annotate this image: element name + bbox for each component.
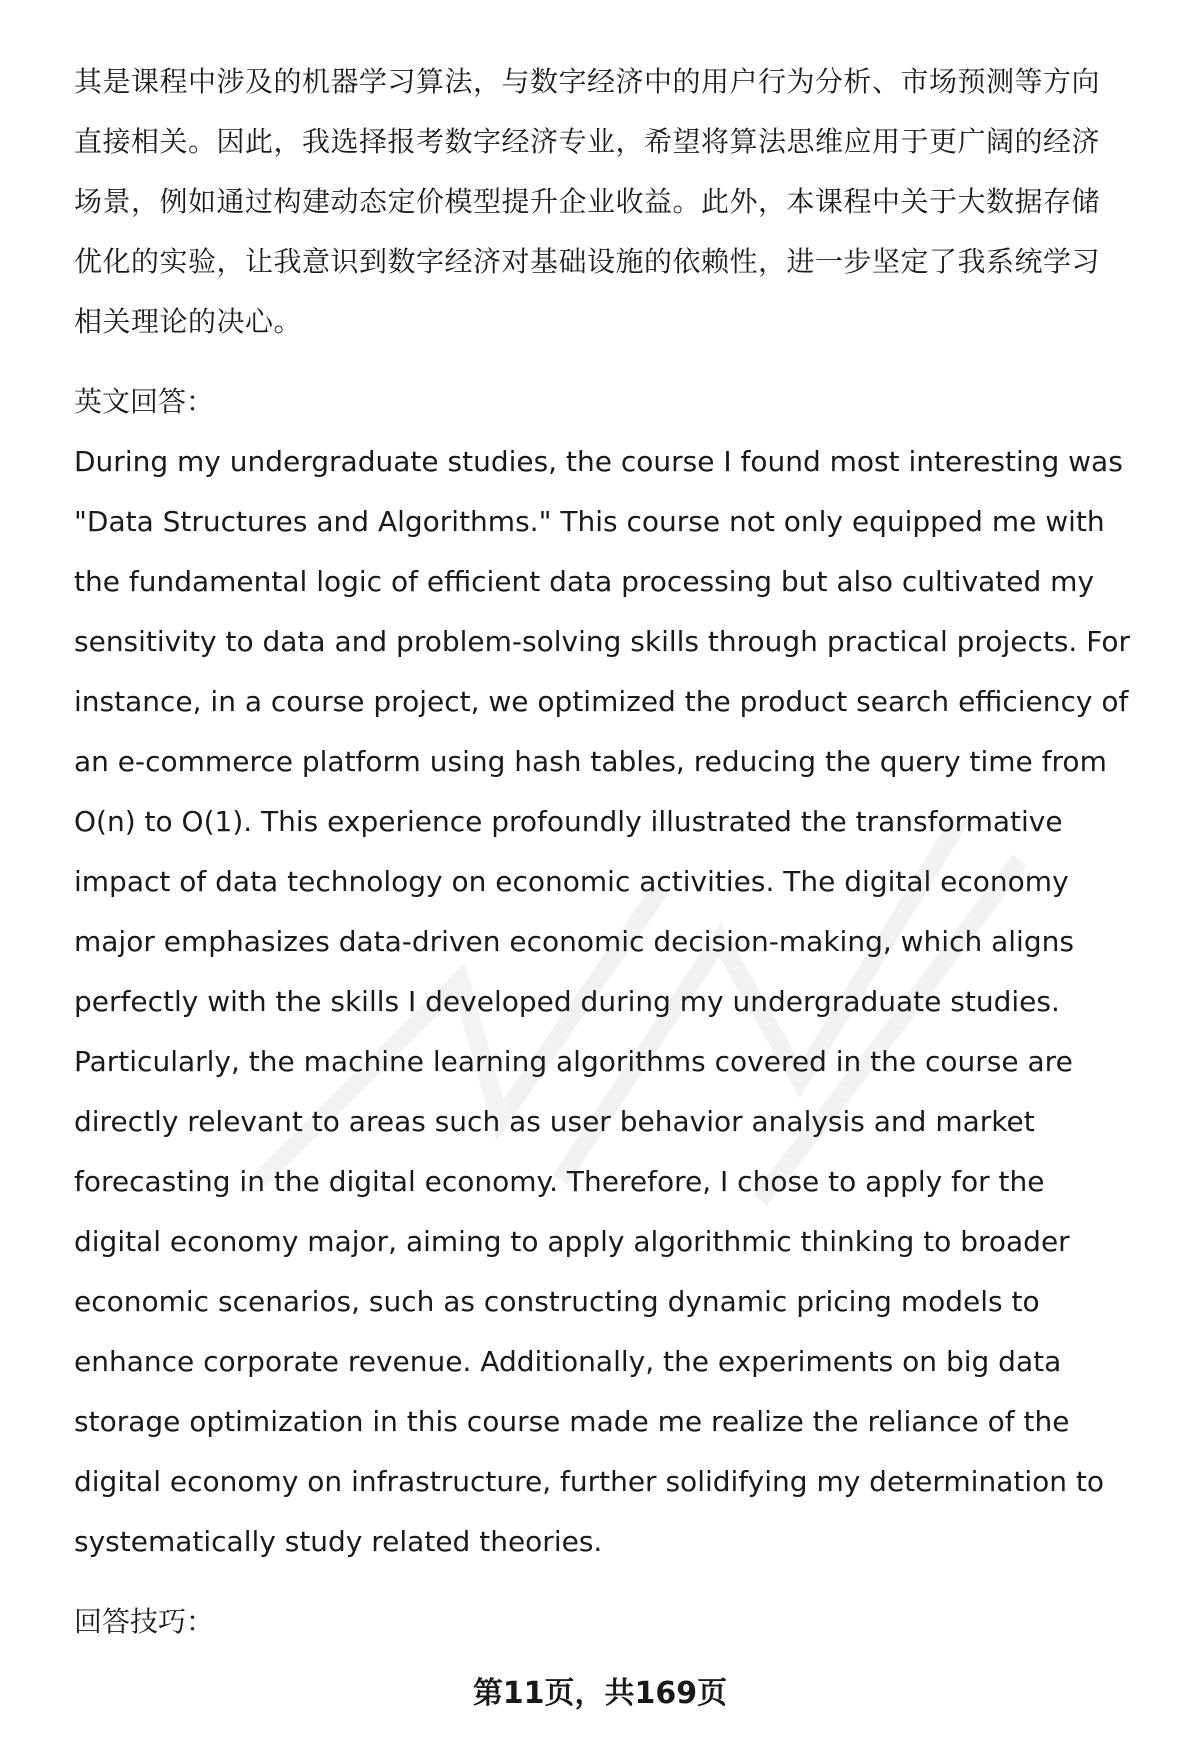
text-line: O(n) to O(1). This experience profoundly illustrated the transformative — [74, 805, 1063, 838]
text-line: systematically study related theories. — [74, 1525, 603, 1558]
text-line: digital economy major, aiming to apply algorithmic thinking to broader — [74, 1225, 1070, 1258]
text-line: storage optimization in this course made me realize the reliance of the — [74, 1405, 1070, 1438]
text-line: instance, in a course project, we optimized the product search efficiency of — [74, 685, 1129, 718]
text-line: directly relevant to areas such as user behavior analysis and market — [74, 1105, 1035, 1138]
text-line: During my undergraduate studies, the course I found most interesting was — [74, 445, 1123, 478]
text-line: 相关理论的决心。 — [74, 305, 303, 338]
text-line: impact of data technology on economic activities. The digital economy — [74, 865, 1069, 898]
answer-tips-label: 回答技巧： — [74, 1605, 215, 1638]
text-line: 直接相关。因此，我选择报考数字经济专业，希望将算法思维应用于更广阔的经济 — [74, 125, 1101, 158]
text-line: 其是课程中涉及的机器学习算法，与数字经济中的用户行为分析、市场预测等方向 — [74, 65, 1101, 98]
text-line: perfectly with the skills I developed during my undergraduate studies. — [74, 985, 1060, 1018]
text-line: sensitivity to data and problem-solving skills through practical projects. For — [74, 625, 1130, 658]
text-line: the fundamental logic of efficient data processing but also cultivated my — [74, 565, 1095, 598]
chinese-answer-paragraph — [74, 52, 1144, 352]
english-answer-label: 英文回答： — [74, 385, 215, 418]
text-line: economic scenarios, such as constructing dynamic pricing models to — [74, 1285, 1040, 1318]
text-line: an e-commerce platform using hash tables, reducing the query time from — [74, 745, 1107, 778]
text-line: major emphasizes data-driven economic decision-making, which aligns — [74, 925, 1074, 958]
text-line: enhance corporate revenue. Additionally, the experiments on big data — [74, 1345, 1062, 1378]
text-line: 场景，例如通过构建动态定价模型提升企业收益。此外，本课程中关于大数据存储 — [74, 185, 1101, 218]
english-answer-paragraph — [74, 432, 1144, 1572]
page-number-footer: 第11页，共169页 — [472, 1676, 728, 1711]
text-line: digital economy on infrastructure, further solidifying my determination to — [74, 1465, 1105, 1498]
document-page — [74, 52, 1144, 1652]
text-line: forecasting in the digital economy. Therefore, I chose to apply for the — [74, 1165, 1045, 1198]
text-line: "Data Structures and Algorithms." This course not only equipped me with — [74, 505, 1105, 538]
text-line: Particularly, the machine learning algorithms covered in the course are — [74, 1045, 1073, 1078]
text-line: 优化的实验，让我意识到数字经济对基础设施的依赖性，进一步坚定了我系统学习 — [74, 245, 1101, 278]
